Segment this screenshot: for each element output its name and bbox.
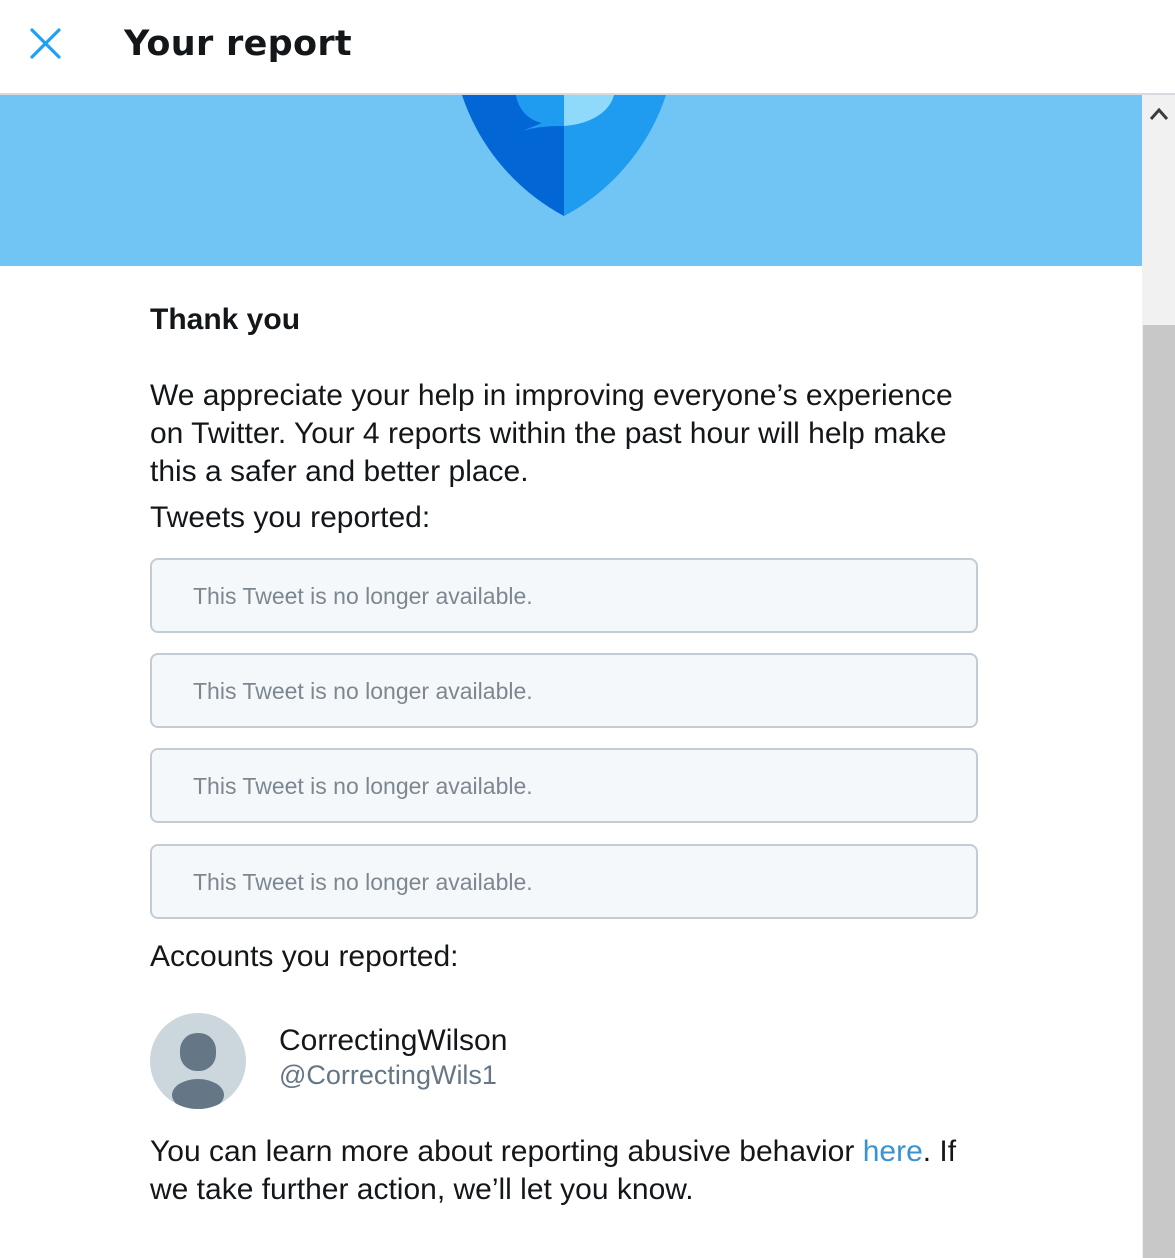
scroll-thumb[interactable]: [1143, 325, 1175, 1258]
tweets-reported-label: Tweets you reported:: [150, 501, 431, 534]
default-avatar-icon[interactable]: [150, 1013, 246, 1109]
page-title: Your report: [124, 24, 352, 64]
tweet-unavailable-text: This Tweet is no longer available.: [193, 678, 533, 704]
report-content: [0, 95, 1142, 1258]
learn-more-prefix: You can learn more about reporting abusive behavior: [150, 1135, 863, 1168]
vertical-scrollbar[interactable]: [1142, 95, 1175, 1258]
close-button[interactable]: [26, 24, 66, 64]
account-name[interactable]: CorrectingWilson: [279, 1024, 508, 1057]
reported-tweet-card: [150, 558, 978, 633]
tweet-unavailable-text: This Tweet is no longer available.: [193, 583, 533, 609]
appreciation-message: We appreciate your help in improving everyone’s experience on Twitter. Your 4 reports within the past hour will help make this a safer and better place.: [150, 379, 953, 488]
banner: [0, 95, 1142, 266]
header-bar: [0, 0, 1175, 95]
account-handle[interactable]: @CorrectingWils1: [279, 1060, 497, 1090]
shield-icon: [462, 95, 666, 217]
learn-more-suffix: . If we take further action, we’ll let you know.: [150, 1135, 957, 1206]
learn-more-link[interactable]: here: [862, 1135, 923, 1168]
reported-tweet-card: [150, 748, 978, 823]
tweet-unavailable-text: This Tweet is no longer available.: [193, 773, 533, 799]
reported-tweet-card: [150, 653, 978, 728]
tweet-unavailable-text: This Tweet is no longer available.: [193, 869, 533, 895]
close-icon[interactable]: [26, 24, 66, 64]
thank-you-heading: Thank you: [150, 303, 301, 336]
learn-more-text: [150, 1133, 980, 1209]
accounts-reported-label: Accounts you reported:: [150, 940, 459, 973]
scroll-up-button[interactable]: [1142, 95, 1175, 129]
reported-tweet-card: [150, 844, 978, 919]
chevron-up-icon[interactable]: [1142, 95, 1175, 129]
